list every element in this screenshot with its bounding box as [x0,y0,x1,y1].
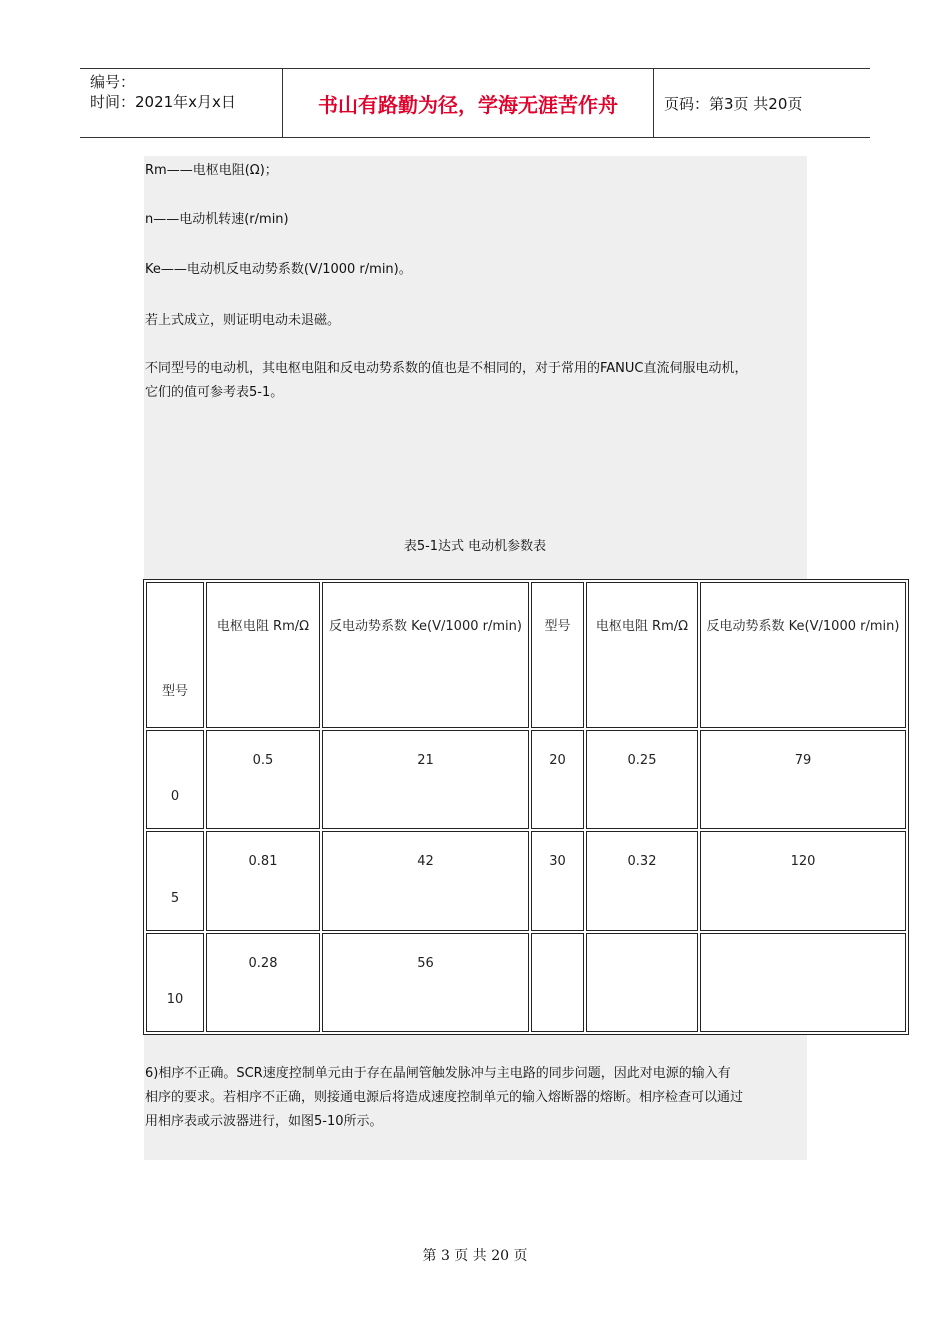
cell-back-emf: 56 [322,933,529,1032]
cell-resistance: 0.5 [206,730,320,829]
header-model: 型号 [146,582,204,728]
line-conclusion: 若上式成立，则证明电动未退磁。 [145,313,341,328]
header-model-2: 型号 [531,582,584,728]
cell-back-emf-2: 120 [700,831,906,930]
cell-resistance-2 [586,933,698,1032]
cell-model-2 [531,933,584,1032]
header-motto: 书山有路勤为径，学海无涯苦作舟 [282,69,654,137]
table-row [146,933,906,1032]
cell-model: 5 [146,831,204,930]
table-header-row [146,582,906,728]
cell-back-emf-2 [700,933,906,1032]
table-row [146,730,906,829]
para-phase-line-1: 6)相序不正确。SCR速度控制单元由于存在晶闸管触发脉冲与主电路的同步问题，因此对电源的输入有 [145,1066,731,1081]
para-phase-line-3: 用相序表或示波器进行，如图5-10所示。 [145,1114,383,1129]
cell-resistance: 0.28 [206,933,320,1032]
cell-model: 10 [146,933,204,1032]
doc-number-label: 编号： [90,73,136,91]
cell-model-2: 30 [531,831,584,930]
para-models-line-2: 它们的值可参考表5-1。 [145,385,284,400]
motor-parameter-table [143,579,909,1035]
header-back-emf-2: 反电动势系数 Ke(V/1000 r/min) [700,582,906,728]
cell-resistance-2: 0.32 [586,831,698,930]
header-resistance-2: 电枢电阻 Rm/Ω [586,582,698,728]
cell-model-2: 20 [531,730,584,829]
para-models [145,357,810,405]
cell-model: 0 [146,730,204,829]
cell-back-emf: 21 [322,730,529,829]
para-models-line-1: 不同型号的电动机，其电枢电阻和反电动势系数的值也是不相同的，对于常用的FANUC直流伺服电动机， [145,361,748,376]
header-page-info: 页码：第3页 共20页 [664,94,803,113]
page-footer: 第 3 页 共 20 页 [422,1248,528,1264]
header-back-emf: 反电动势系数 Ke(V/1000 r/min) [322,582,529,728]
doc-time-label: 时间：2021年x月x日 [90,93,236,111]
table-row [146,831,906,930]
cell-resistance: 0.81 [206,831,320,930]
cell-back-emf: 42 [322,831,529,930]
cell-back-emf-2: 79 [700,730,906,829]
line-rm: Rm——电枢电阻(Ω)； [145,163,278,178]
cell-resistance-2: 0.25 [586,730,698,829]
para-phase-line-2: 相序的要求。若相序不正确，则接通电源后将造成速度控制单元的输入熔断器的熔断。相序检查可以通过 [145,1090,744,1105]
header-meta [80,69,282,137]
line-n: n——电动机转速(r/min) [145,212,289,227]
header-resistance: 电枢电阻 Rm/Ω [206,582,320,728]
line-ke: Ke——电动机反电动势系数(V/1000 r/min)。 [145,262,412,277]
page-header [80,68,870,138]
para-phase [145,1062,810,1134]
table-caption: 表5-1达式 电动机参数表 [403,539,547,554]
